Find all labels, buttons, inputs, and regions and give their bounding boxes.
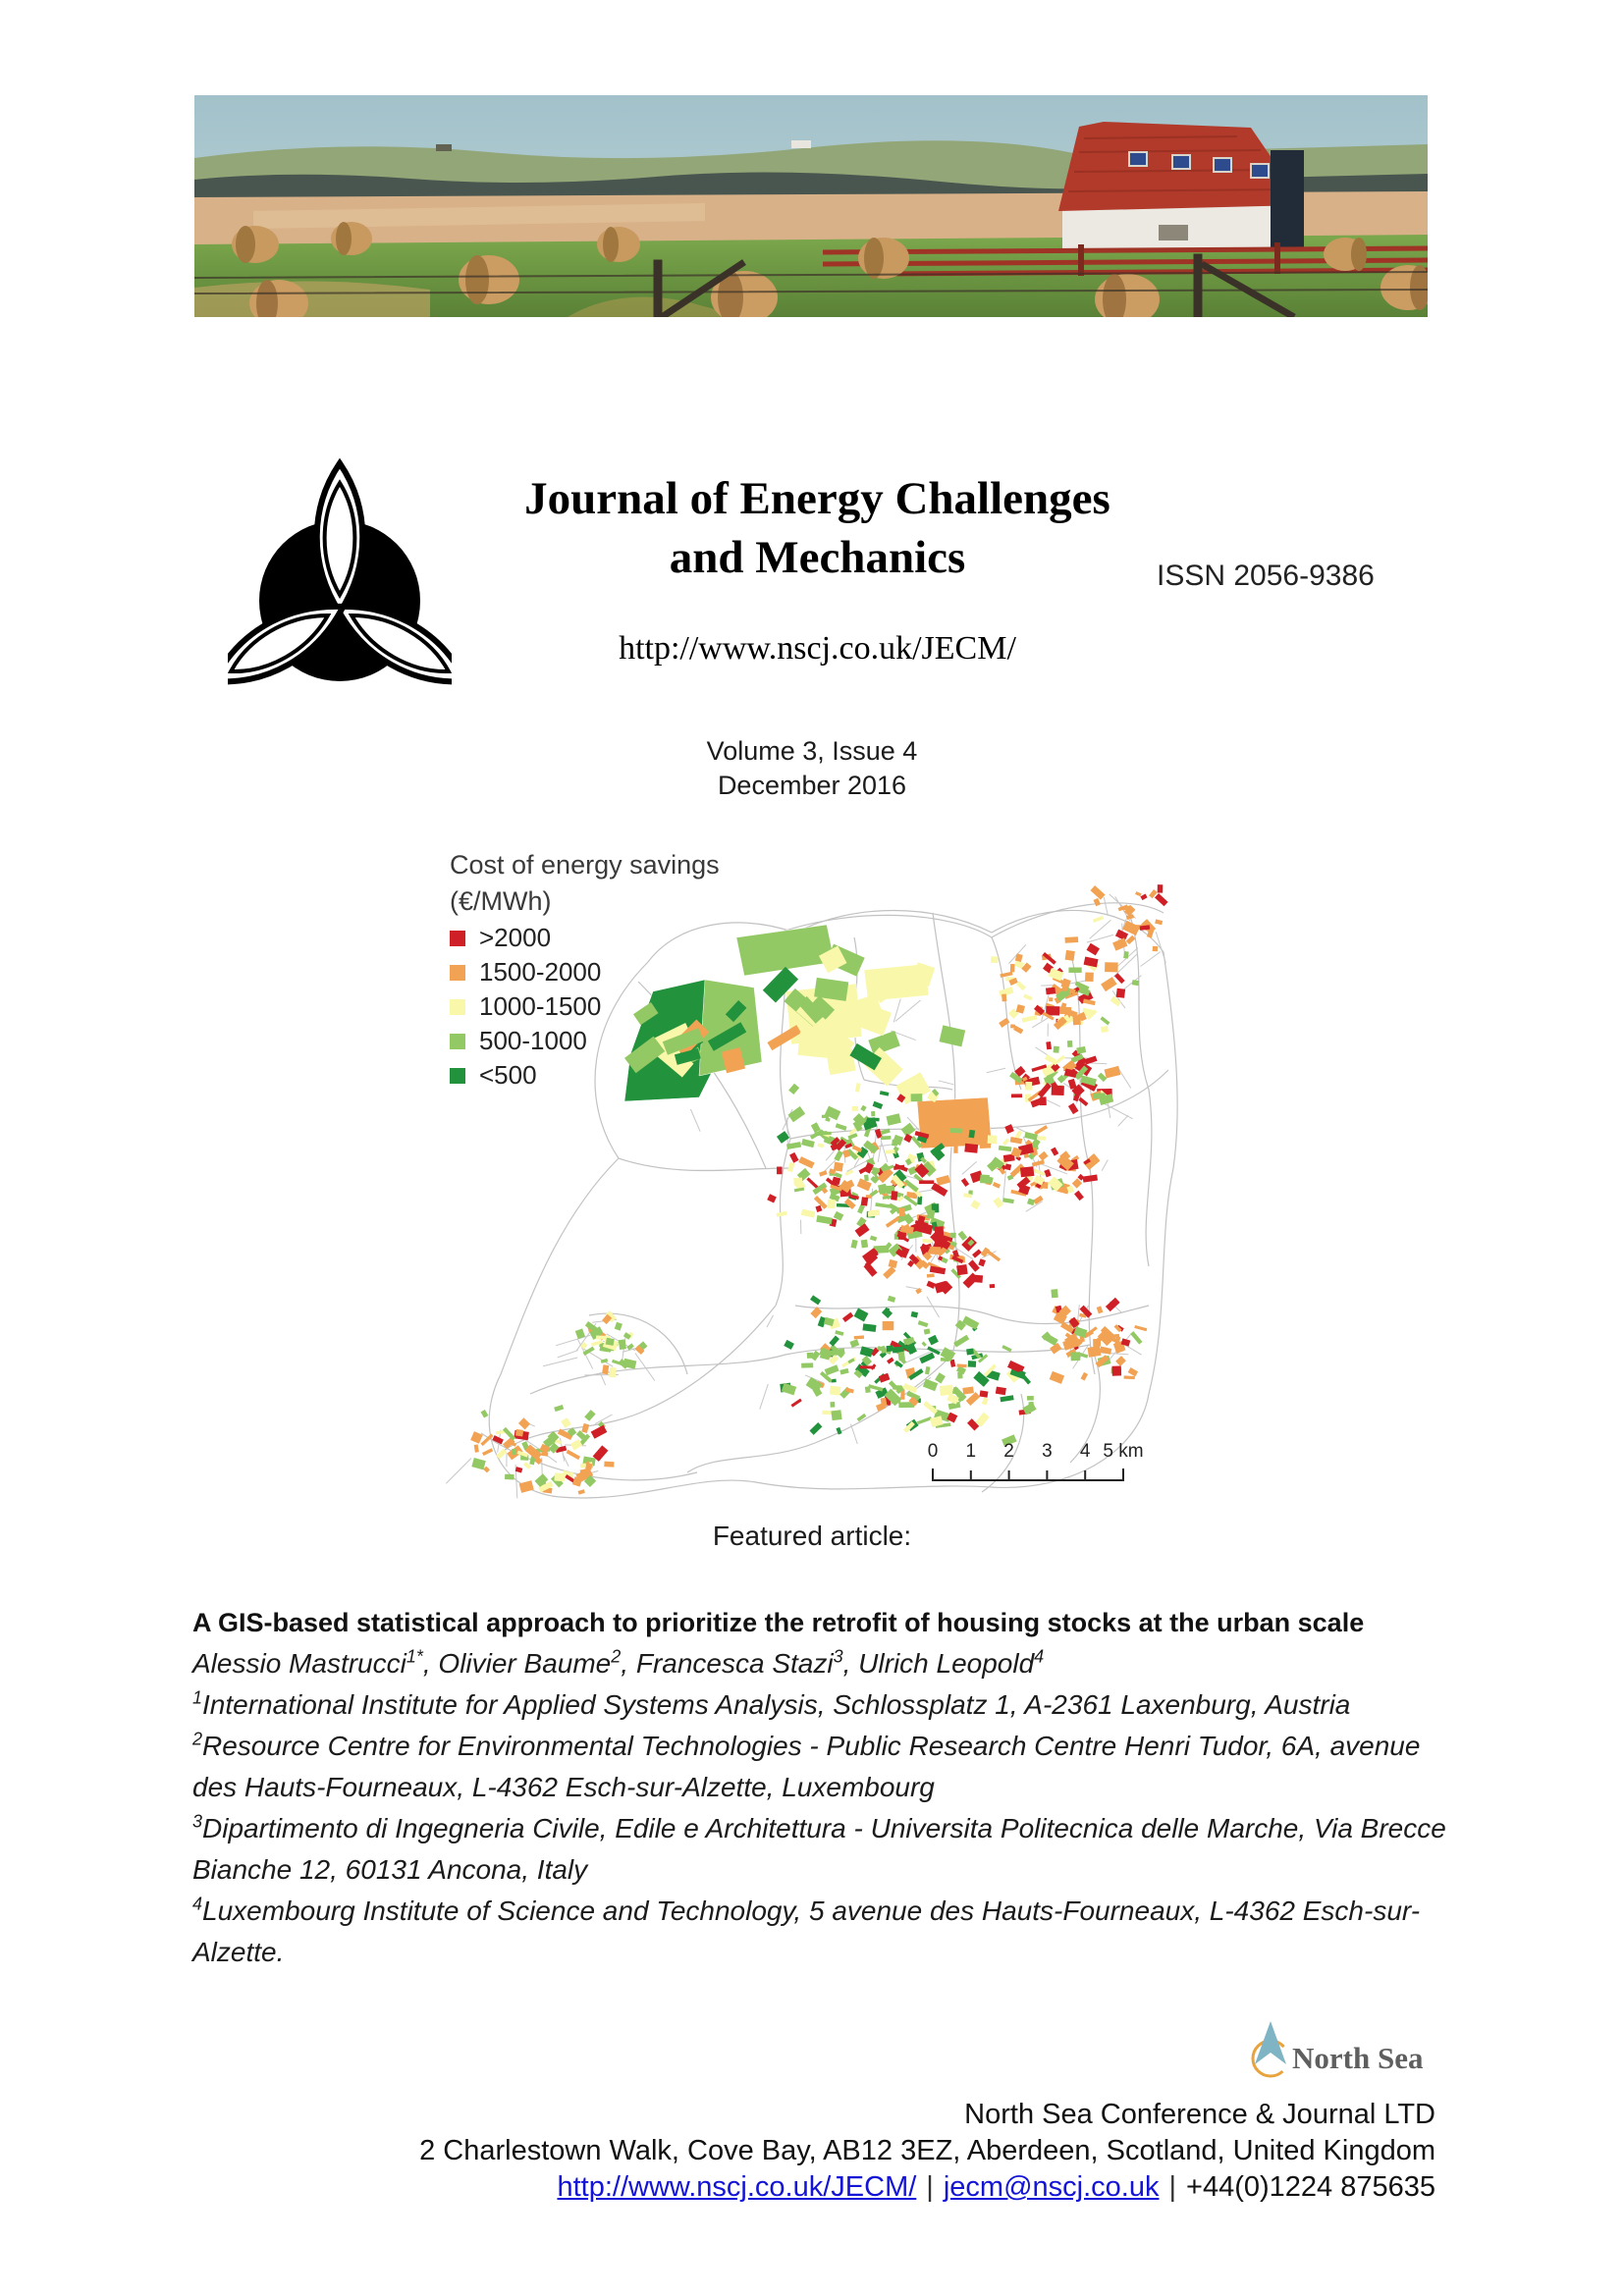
footer-links-line	[295, 2169, 1435, 2206]
footer-separator-2: |	[1168, 2171, 1177, 2203]
issue-date: December 2016	[717, 771, 907, 800]
legend-row	[450, 921, 720, 955]
north-sea-logo	[1235, 2017, 1436, 2096]
affiliation-superscript: 1	[192, 1687, 203, 1708]
journal-title-line1: Journal of Energy Challenges	[524, 473, 1110, 524]
scalebar-tick-label: 3	[1042, 1441, 1053, 1462]
legend-swatch-icon	[450, 931, 465, 946]
scalebar-end-label: 5 km	[1103, 1441, 1144, 1462]
footer-web-link[interactable]: http://www.nscj.co.uk/JECM/	[557, 2171, 917, 2203]
journal-logo	[228, 444, 452, 721]
legend-label: >2000	[479, 923, 552, 952]
scalebar-tick-label: 2	[1003, 1441, 1014, 1462]
legend-unit: (€/MWh)	[450, 886, 552, 916]
featured-article-heading: Featured article:	[712, 1521, 912, 1551]
author-superscript: 2	[611, 1646, 622, 1667]
legend-label: 500-1000	[479, 1026, 587, 1055]
author-name: Ulrich Leopold	[858, 1648, 1035, 1679]
map-legend	[450, 848, 720, 1093]
affiliation-line: $^3$Dipartimento di Ingegneria Civile, Edile e Architettura - Universita Politecnica delle Marche, Via Brecce Bianche 12, 60131 Ancona, Italy	[192, 1811, 1446, 1885]
legend-swatch-icon	[450, 1034, 465, 1049]
legend-swatch-icon	[450, 1068, 465, 1084]
issn-number: ISSN 2056-9386	[1157, 560, 1375, 592]
affiliation-line: $^1$International Institute for Applied Systems Analysis, Schlossplatz 1, A-2361 Laxenburg, Austria	[192, 1687, 1351, 1720]
scalebar-tick-label: 0	[927, 1441, 939, 1462]
author-name: Alessio Mastrucci	[192, 1648, 406, 1679]
author-superscript: 1*	[406, 1646, 423, 1667]
affiliation-superscript: 3	[192, 1811, 203, 1832]
footer-company: North Sea Conference & Journal LTD	[964, 2099, 1435, 2130]
legend-title: Cost of energy savings	[450, 850, 720, 880]
author-name: Francesca Stazi	[635, 1648, 834, 1679]
farm-landscape-photo-graphic	[194, 95, 1428, 317]
author-name: Olivier Baume	[438, 1648, 612, 1679]
footer-address: 2 Charlestown Walk, Cove Bay, AB12 3EZ, Aberdeen, Scotland, United Kingdom	[419, 2135, 1435, 2166]
map-scalebar	[933, 1468, 1123, 1480]
scalebar-tick-label: 1	[965, 1441, 977, 1462]
footer-separator-1: |	[926, 2171, 934, 2203]
affiliation-line: $^2$Resource Centre for Environmental Technologies - Public Research Centre Henri Tudor, 6A, avenue des Hauts-Fourneaux, L-4362 Esch-sur-Alzette, Luxembourg	[192, 1729, 1421, 1802]
footer-contact-block	[295, 2097, 1435, 2206]
north-sea-sail-icon	[1235, 2017, 1436, 2096]
cost-map-figure	[442, 844, 1190, 1510]
affiliation-line: $^4$Luxembourg Institute of Science and Technology, 5 avenue des Hauts-Fourneaux, L-4362 Esch-sur-Alzette.	[192, 1894, 1421, 1967]
article-authors: Alessio Mastrucci$^{1*}$, Olivier Baume$^2$, Francesca Stazi$^3$, Ulrich Leopold$^4$	[192, 1646, 1045, 1679]
legend-row	[450, 955, 720, 989]
legend-row	[450, 989, 720, 1024]
article-title: A GIS-based statistical approach to prioritize the retrofit of housing stocks at the urban scale	[192, 1608, 1365, 1637]
footer-email-link[interactable]: jecm@nscj.co.uk	[943, 2171, 1160, 2203]
scalebar-tick-label: 4	[1079, 1441, 1091, 1462]
legend-label: <500	[479, 1060, 537, 1090]
legend-swatch-icon	[450, 999, 465, 1015]
legend-row	[450, 1058, 720, 1093]
legend-items	[450, 921, 720, 1093]
north-sea-logo-text: North Sea	[1292, 2041, 1424, 2075]
journal-title-line2: and Mechanics	[669, 532, 966, 583]
article-block	[192, 1602, 1451, 1973]
journal-url: http://www.nscj.co.uk/JECM/	[619, 630, 1016, 667]
footer-phone: +44(0)1224 875635	[1186, 2171, 1435, 2203]
affiliation-superscript: 2	[192, 1729, 203, 1749]
legend-label: 1000-1500	[479, 991, 602, 1021]
legend-row	[450, 1024, 720, 1058]
affiliation-superscript: 4	[192, 1894, 203, 1914]
author-superscript: 4	[1034, 1646, 1045, 1667]
legend-swatch-icon	[450, 965, 465, 981]
volume-issue: Volume 3, Issue 4	[706, 736, 918, 766]
journal-title	[452, 469, 1183, 587]
legend-label: 1500-2000	[479, 957, 602, 987]
header-photo	[194, 95, 1428, 317]
volume-issue-block	[0, 734, 1624, 803]
author-superscript: 3	[833, 1646, 843, 1667]
article-affiliations	[192, 1684, 1451, 1973]
triquetra-logo-icon	[228, 444, 452, 721]
